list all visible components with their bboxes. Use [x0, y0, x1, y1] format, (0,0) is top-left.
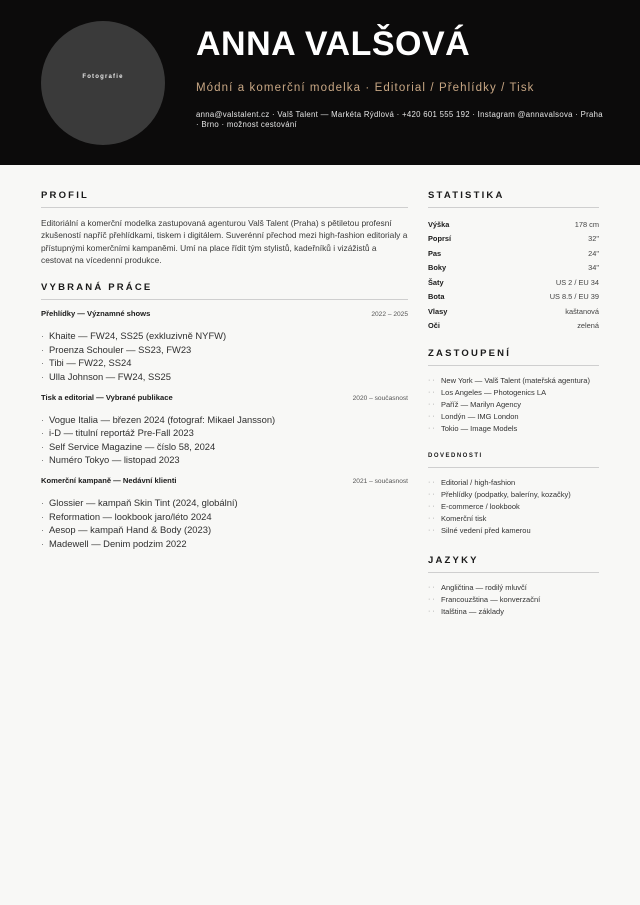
list-item: · · Paříž — Marilyn Agency: [428, 399, 599, 411]
list-item: · · Angličtina — rodilý mluvčí: [428, 582, 599, 594]
stat-row: [428, 217, 599, 232]
list-item: · Self Service Magazine — číslo 58, 2024: [41, 440, 408, 454]
stat-label: Pas: [428, 248, 442, 258]
work-group-header: [41, 393, 408, 402]
work-group-title: Přehlídky — Významné shows: [41, 309, 151, 319]
profile-text: Editoriální a komerční modelka zastupovaná agenturou Valš Talent (Praha) s pětiletou profesní zkušeností napříč přehlídkami, tiskem i digitálem. Suverénní přechod mezi high-fashion editorialy a přístupnými komerčními kampaněmi. Umí na place řídit tým stylistů, kadeřníků i vizážistů a cestovat na vícedenní produkce.: [41, 218, 408, 265]
work-group-date: 2022 – 2025: [371, 311, 408, 319]
stat-value: US 8.5 / EU 39: [549, 292, 599, 302]
header-band: [0, 0, 640, 165]
skills-list: [428, 477, 599, 537]
list-item: · Glossier — kampaň Skin Tint (2024, globální): [41, 496, 408, 510]
work-group-header: [41, 476, 408, 485]
stats-table: [428, 217, 599, 333]
list-item: · · Francouzština — konverzační: [428, 594, 599, 606]
stat-label: Výška: [428, 219, 450, 229]
list-item: · · Londýn — IMG London: [428, 411, 599, 423]
work-title: VYBRANÁ PRÁCE: [41, 282, 408, 300]
work-group-title: Komerční kampaně — Nedávní klienti: [41, 475, 177, 485]
stat-value: kaštanová: [565, 306, 599, 316]
languages-list: [428, 582, 599, 618]
stat-label: Šaty: [428, 277, 444, 287]
list-item: · Numéro Tokyo — listopad 2023: [41, 453, 408, 467]
list-item: · · Komerční tisk: [428, 513, 599, 525]
work-group-list: [41, 329, 408, 383]
list-item: · · Přehlídky (podpatky, baleríny, kozačky): [428, 489, 599, 501]
list-item: · Madewell — Denim podzim 2022: [41, 537, 408, 551]
stat-row: [428, 304, 599, 319]
languages-title: JAZYKY: [428, 555, 599, 573]
contact-line: anna@valstalent.cz · Valš Talent — Markéta Rýdlová · +420 601 555 192 · Instagram @annavalsova · Praha · Brno · možnost cestování: [196, 110, 603, 129]
right-column: [428, 190, 599, 636]
work-group-list: [41, 496, 408, 550]
list-item: · i-D — titulní reportáž Pre-Fall 2023: [41, 426, 408, 440]
stat-label: Boky: [428, 263, 447, 273]
stat-label: Poprsí: [428, 234, 451, 244]
list-item: · Tibi — FW22, SS24: [41, 356, 408, 370]
work-group-title: Tisk a editorial — Vybrané publikace: [41, 392, 173, 402]
work-group-date: 2021 – současnost: [352, 477, 408, 485]
stat-label: Bota: [428, 292, 445, 302]
list-item: · Khaite — FW24, SS25 (exkluzivně NYFW): [41, 329, 408, 343]
stat-row: [428, 261, 599, 276]
list-item: · · Italština — základy: [428, 606, 599, 618]
stat-value: US 2 / EU 34: [555, 277, 599, 287]
stat-row: [428, 232, 599, 247]
work-group-date: 2020 – současnost: [352, 394, 408, 402]
work-group-list: [41, 413, 408, 467]
list-item: · · New York — Valš Talent (mateřská agentura): [428, 375, 599, 387]
profile-title: PROFIL: [41, 190, 408, 208]
stat-row: [428, 246, 599, 261]
list-item: · · Tokio — Image Models: [428, 423, 599, 435]
list-item: · Aesop — kampaň Hand & Body (2023): [41, 523, 408, 537]
list-item: · Reformation — lookbook jaro/léto 2024: [41, 510, 408, 524]
stat-value: 178 cm: [574, 219, 599, 229]
list-item: · Proenza Schouler — SS23, FW23: [41, 343, 408, 357]
stat-row: [428, 319, 599, 334]
photo-label: Fotografie: [82, 73, 124, 80]
list-item: · · Silné vedení před kamerou: [428, 525, 599, 537]
stat-value: zelená: [577, 321, 599, 331]
photo-placeholder: [41, 21, 165, 145]
stat-label: Vlasy: [428, 306, 448, 316]
list-item: · Vogue Italia — březen 2024 (fotograf: Mikael Jansson): [41, 413, 408, 427]
stats-title: STATISTIKA: [428, 190, 599, 208]
left-column: [41, 190, 408, 559]
list-item: · · E-commerce / lookbook: [428, 501, 599, 513]
work-group-header: [41, 309, 408, 318]
list-item: · · Los Angeles — Photogenics LA: [428, 387, 599, 399]
list-item: · Ulla Johnson — FW24, SS25: [41, 370, 408, 384]
candidate-name: ANNA VALŠOVÁ: [196, 25, 471, 63]
skills-title: DOVEDNOSTI: [428, 453, 599, 468]
stat-row: [428, 275, 599, 290]
representation-title: ZASTOUPENÍ: [428, 348, 599, 366]
stat-label: Oči: [428, 321, 440, 331]
stat-value: 24": [588, 248, 599, 258]
stat-row: [428, 290, 599, 305]
representation-list: [428, 375, 599, 435]
stat-value: 34": [588, 263, 599, 273]
tagline: Módní a komerční modelka · Editorial / Přehlídky / Tisk: [196, 82, 535, 94]
stat-value: 32": [588, 234, 599, 244]
list-item: · · Editorial / high-fashion: [428, 477, 599, 489]
